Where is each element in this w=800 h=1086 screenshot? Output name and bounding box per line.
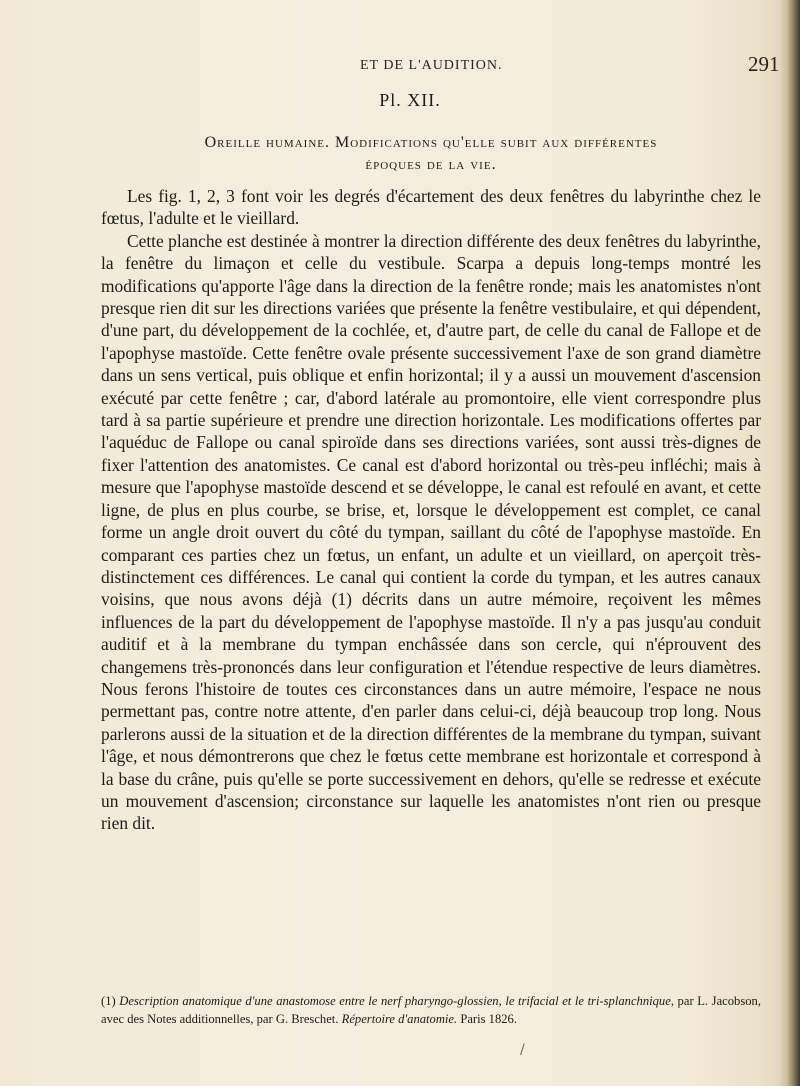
footnote: [101, 992, 761, 1028]
footnote-place-date: Paris 1826.: [460, 1012, 517, 1026]
section-title: [101, 132, 761, 176]
footnote-author: , par L. Jacobson, avec des Notes additionnelles, par G. Breschet.: [101, 994, 761, 1026]
footnote-journal: Répertoire d'anatomie.: [341, 1012, 458, 1026]
section-title-line-1: Oreille humaine. Modifications qu'elle subit aux différentes: [204, 134, 658, 151]
body-text: [101, 185, 761, 835]
paragraph-figures: Les fig. 1, 2, 3 font voir les degrés d'écartement des deux fenêtres du labyrinthe chez le fœtus, l'adulte et le vieillard.: [101, 186, 761, 229]
footnote-marker: (1): [101, 994, 116, 1008]
section-title-line-2: époques de la vie.: [365, 156, 497, 173]
running-head: ET DE L'AUDITION.: [360, 58, 503, 73]
page-number: 291: [748, 52, 780, 76]
footnote-title: Description anatomique d'une anastomose entre le nerf pharyngo-glossien, le trifacial et le tri-splanchnique: [119, 994, 671, 1008]
plate-label: Pl. XII.: [379, 90, 441, 110]
stray-pencil-mark: /: [520, 1042, 525, 1058]
paragraph-main: Cette planche est destinée à montrer la direction différente des deux fenêtres du labyrinthe, la fenêtre du limaçon et celle du vestibule. Scarpa a depuis long-temps montré les modifications qu'apporte l'âge dans la direction de la fenêtre ronde; mais les anatomistes n'ont presque rien dit sur les directions variées que présente la fenêtre vestibulaire, et qui dépendent, d'une part, du développement de la cochlée, et, d'autre part, de celle du canal de Fallope et de l'apophyse mastoïde. Cette fenêtre ovale présente successivement l'axe de son grand diamètre dans un sens vertical, puis oblique et enfin horizontal; il y a aussi un mouvement d'ascension exécuté par cette fenêtre ; car, d'abord latérale au promontoire, elle vient correspondre plus tard à sa partie supérieure et prendre une direction horizontale. Les modifications offertes par l'aquéduc de Fallope ou canal spiroïde dans ses directions variées, sont aussi très-dignes de fixer l'attention des anatomistes. Ce canal est d'abord horizontal ou très-peu infléchi; mais à mesure que l'apophyse mastoïde descend et se développe, le canal est refoulé en avant, et cette ligne, de plus en plus courbe, se brise, et, lorsque le développement est complet, ce canal forme un angle droit ouvert du côté du tympan, saillant du côté de l'apophyse mastoïde. En comparant ces parties chez un fœtus, un enfant, un adulte et un vieillard, on aperçoit très-distinctement ces différences. Le canal qui contient la corde du tympan, et les autres canaux voisins, que nous avons déjà (1) décrits dans un autre mémoire, reçoivent les mêmes influences de la part du développement de l'apophyse mastoïde. Il n'y a pas jusqu'au conduit auditif et à la membrane du tympan enchâssée dans son cercle, qui n'éprouvent des changemens très-prononcés dans leur configuration et l'étendue respective de leurs diamètres. Nous ferons l'histoire de toutes ces circonstances dans un autre mémoire, l'espace ne nous permettant pas, contre notre attente, d'en parler dans celui-ci, déjà beaucoup trop long. Nous parlerons aussi de la situation et de la direction différentes de la membrane du tympan, suivant l'âge, et nous démontrerons que chez le fœtus cette membrane est horizontale et correspond à la base du crâne, puis qu'elle se porte successivement en dehors, qu'elle se redresse et exécute un mouvement d'ascension; circonstance sur laquelle les anatomistes n'ont rien ou presque rien dit.: [101, 230, 761, 834]
page-gutter-shadow: [778, 0, 800, 1086]
